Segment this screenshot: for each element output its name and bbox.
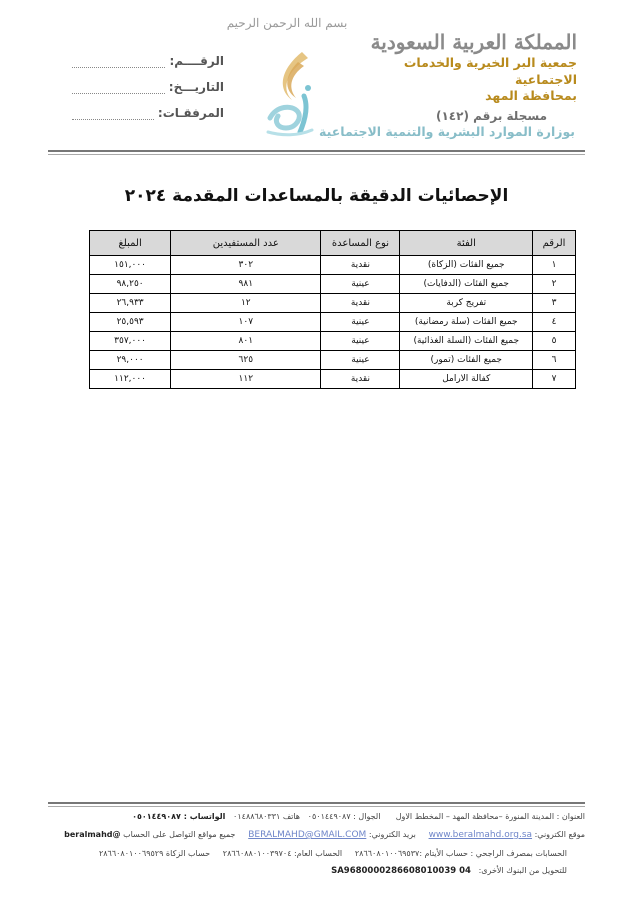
footer-transfer-label: للتحويل من البنوك الأخرى: (478, 866, 567, 875)
cell-beneficiaries: ٩٨١ (171, 275, 321, 294)
header-category: الفئة (400, 231, 533, 256)
header-number: الرقم (533, 231, 576, 256)
footer-address: العنوان : المدينة المنورة –محافظة المهد – المخطط الاول (395, 812, 585, 821)
cell-number: ٥ (533, 332, 576, 351)
footer-email-label: بريد الكتروني: (368, 830, 416, 839)
footer-iban-line (331, 866, 567, 876)
cell-category: جميع الفئات (الدفايات) (400, 275, 533, 294)
footer-zakat-account: حساب الزكاة ٢٨٦٦٠٨٠١٠٠٦٩٥٢٩ (98, 849, 211, 858)
table-row (90, 332, 576, 351)
kingdom-name: المملكة العربية السعودية (370, 30, 577, 54)
field-number-blank (72, 55, 165, 68)
footer-general-account: الحساب العام: ٢٨٦٦٠٨٨٠١٠٠٣٩٧٠٤ (222, 849, 343, 858)
cell-category: جميع الفئات (سلة رمضانية) (400, 313, 533, 332)
footer-phone: هاتف ٠١٤٨٨٦٨٠٣٣١ (233, 812, 301, 821)
cell-category: تفريج كربة (400, 294, 533, 313)
cell-number: ٦ (533, 351, 576, 370)
cell-category: جميع الفئات (الزكاة) (400, 256, 533, 275)
cell-category: جميع الفئات (تمور) (400, 351, 533, 370)
footer-accounts-line (99, 849, 567, 858)
cell-amount: ٩٨,٢٥٠ (90, 275, 171, 294)
footer-social-label: جميع مواقع التواصل على الحساب (123, 830, 236, 839)
header-beneficiaries: عدد المستفيدين (171, 231, 321, 256)
basmala: بسم الله الرحمن الرحيم (226, 16, 348, 30)
association-name: جمعية البر الخيرية والخدمات الاجتماعية (403, 55, 577, 87)
cell-number: ٣ (533, 294, 576, 313)
cell-number: ١ (533, 256, 576, 275)
table-row (90, 256, 576, 275)
cell-amount: ٣٥٧,٠٠٠ (90, 332, 171, 351)
footer-online-line (64, 830, 585, 840)
assistance-statistics-table (89, 230, 576, 389)
field-number-label: الرقــــم: (169, 54, 224, 68)
field-date (72, 68, 224, 94)
table-row (90, 351, 576, 370)
footer-divider (48, 802, 585, 804)
footer-email-link[interactable]: BERALMAHD@GMAIL.COM (248, 830, 367, 840)
cell-beneficiaries: ٦٢٥ (171, 351, 321, 370)
cell-category: جميع الفئات (السلة الغذائية) (400, 332, 533, 351)
cell-amount: ٢٥,٥٩٣ (90, 313, 171, 332)
cell-number: ٤ (533, 313, 576, 332)
cell-amount: ٢٦,٩٣٣ (90, 294, 171, 313)
cell-type: عينية (321, 332, 400, 351)
cell-beneficiaries: ٣٠٢ (171, 256, 321, 275)
footer-divider-thin (48, 806, 585, 807)
ministry-name: بوزارة الموارد البشرية والتنمية الاجتماعية (319, 124, 575, 139)
cell-beneficiaries: ٨٠١ (171, 332, 321, 351)
cell-category: كفالة الارامل (400, 370, 533, 389)
field-number (72, 42, 224, 68)
field-attachments (72, 94, 224, 120)
cell-number: ٢ (533, 275, 576, 294)
footer-orphans-account: الحسابات بمصرف الراجحي : حساب الأيتام :٢٨٦٦٠٨٠١٠٠٦٩٥٣٧ (354, 849, 567, 858)
cell-type: عينية (321, 313, 400, 332)
reference-fields (72, 42, 224, 120)
association-logo (262, 48, 322, 138)
cell-beneficiaries: ١٠٧ (171, 313, 321, 332)
footer-social-handle: @beralmahd (64, 830, 121, 839)
header-divider (48, 150, 585, 152)
field-attachments-label: المرفقـات: (157, 106, 224, 120)
field-attachments-blank (72, 107, 154, 120)
table-row (90, 370, 576, 389)
footer-mobile: الجوال : ٠٥٠١٤٤٩٠٨٧ (307, 812, 381, 821)
table-row (90, 275, 576, 294)
header-assistance-type: نوع المساعدة (321, 231, 400, 256)
table-row (90, 313, 576, 332)
header-amount: المبلغ (90, 231, 171, 256)
table-row (90, 294, 576, 313)
cell-amount: ١٥١,٠٠٠ (90, 256, 171, 275)
cell-number: ٧ (533, 370, 576, 389)
footer-iban: SA9680000286608010039 04 (331, 866, 471, 876)
footer-website-label: موقع الكتروني: (534, 830, 585, 839)
letterhead-identity (367, 30, 577, 125)
cell-beneficiaries: ١٢ (171, 294, 321, 313)
cell-amount: ١١٢,٠٠٠ (90, 370, 171, 389)
cell-beneficiaries: ١١٢ (171, 370, 321, 389)
table-header-row (90, 231, 576, 256)
header-divider-thin (48, 154, 585, 155)
cell-type: نقدية (321, 370, 400, 389)
cell-amount: ٢٩,٠٠٠ (90, 351, 171, 370)
cell-type: نقدية (321, 256, 400, 275)
cell-type: نقدية (321, 294, 400, 313)
footer-whatsapp: الواتساب : ٠٥٠١٤٤٩٠٨٧ (132, 812, 226, 821)
field-date-label: التاريـــخ: (168, 80, 224, 94)
cell-type: عينية (321, 275, 400, 294)
document-title: الإحصائيات الدقيقة بالمساعدات المقدمة ٢٠٢٤ (124, 186, 509, 206)
registration-number: مسجلة برقم (١٤٢) (435, 109, 547, 123)
cell-type: عينية (321, 351, 400, 370)
footer-website-link[interactable]: www.beralmahd.org.sa (428, 830, 533, 840)
association-governorate: بمحافظة المهد (485, 88, 577, 103)
field-date-blank (72, 81, 165, 94)
footer-contact-line (132, 812, 585, 821)
